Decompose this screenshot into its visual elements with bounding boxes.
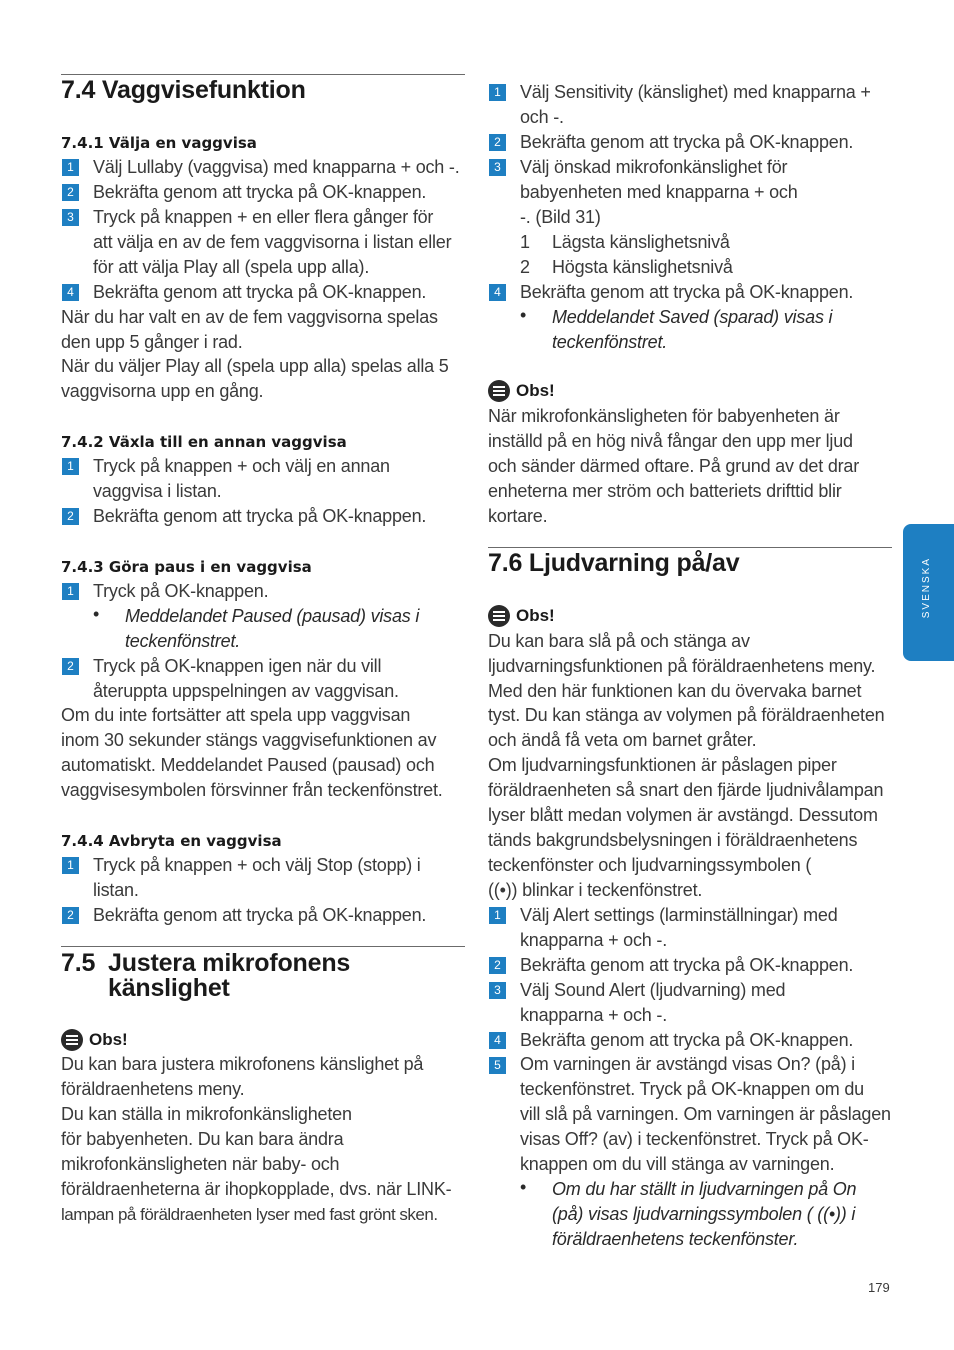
text-line: Tryck på knappen + och välj Stop (stopp) i — [93, 855, 421, 875]
text-line: föräldraenhetens meny. — [61, 1079, 245, 1099]
step-badge: 4 — [489, 284, 506, 301]
text-line: för att välja Play all (spela upp alla). — [93, 257, 370, 277]
text-line: kortare. — [488, 506, 548, 526]
step-badge: 4 — [62, 284, 79, 301]
text-line: föräldraenheterna är ihopkopplade, dvs. när LINK- — [61, 1179, 452, 1199]
heading-7-4-4: 7.4.4 Avbryta en vaggvisa — [61, 832, 282, 850]
text-line: Välj Sound Alert (ljudvarning) med — [520, 980, 786, 1000]
heading-7-5-cont: känslighet — [108, 974, 230, 1002]
text-line: teckenfönster och ljudvarningssymbolen ( — [488, 855, 812, 875]
text-line: Bekräfta genom att trycka på OK-knappen. — [520, 955, 854, 975]
step-badge: 2 — [62, 658, 79, 675]
bullet: • — [93, 604, 100, 624]
text-line: visas Off? (av) i teckenfönstret. Tryck på OK- — [520, 1129, 869, 1149]
text-line: -. (Bild 31) — [520, 207, 601, 227]
text-line: vill slå på varningen. Om varningen är påslagen — [520, 1104, 891, 1124]
text-line: Tryck på knappen + och välj en annan — [93, 456, 390, 476]
text-line: mikrofonkänsligheten när baby- och — [61, 1154, 340, 1174]
text-line: Lägsta känslighetsnivå — [552, 232, 730, 252]
step-badge: 1 — [62, 159, 79, 176]
rule-7-4 — [61, 74, 465, 75]
text-line: inom 30 sekunder stängs vaggvisefunktionen av — [61, 730, 437, 750]
text-line: Meddelandet Paused (pausad) visas i — [125, 606, 420, 626]
text-line: och sänder därmed oftare. På grund av det drar — [488, 456, 860, 476]
text-line: tyst. Du kan stänga av volymen på föräldraenheten — [488, 705, 885, 725]
text-line: vaggvisa i listan. — [93, 481, 222, 501]
text-line: inställd på en hög nivå fångar den upp mer ljud — [488, 431, 853, 451]
text-line: Om du har ställt in ljudvarningen på On — [552, 1179, 857, 1199]
text-line: teckenfönstret. — [552, 332, 668, 352]
heading-7-5: 7.5 Justera mikrofonens — [61, 949, 351, 977]
heading-7-4-3: 7.4.3 Göra paus i en vaggvisa — [61, 558, 312, 576]
note-icon — [61, 1029, 83, 1051]
step-badge: 2 — [62, 907, 79, 924]
text-line: tänds bakgrundsbelysningen i föräldraenhetens — [488, 830, 858, 850]
bullet: • — [520, 1177, 527, 1197]
text-line: vaggvisorna upp en gång. — [61, 381, 264, 401]
text-line: Bekräfta genom att trycka på OK-knappen. — [93, 905, 427, 925]
text-line: återuppta uppspelningen av vaggvisan. — [93, 681, 399, 701]
text-line: Högsta känslighetsnivå — [552, 257, 733, 277]
page-number: 179 — [868, 1280, 890, 1295]
step-badge: 3 — [489, 159, 506, 176]
text-line: (på) visas ljudvarningssymbolen ( ((•)) i — [552, 1204, 856, 1224]
text-line: Tryck på OK-knappen. — [93, 581, 269, 601]
text-line: När du har valt en av de fem vaggvisorna spelas — [61, 307, 438, 327]
list-number: 1 — [520, 232, 530, 252]
text-line: knapparna + och -. — [520, 1005, 668, 1025]
step-badge: 1 — [62, 583, 79, 600]
text-line: När du väljer Play all (spela upp alla) spelas alla 5 — [61, 356, 449, 376]
list-number: 2 — [520, 257, 530, 277]
step-badge: 2 — [62, 184, 79, 201]
text-line: och -. — [520, 107, 564, 127]
text-line: Bekräfta genom att trycka på OK-knappen. — [520, 132, 854, 152]
step-badge: 3 — [62, 209, 79, 226]
text-line: teckenfönstret. Tryck på OK-knappen om du — [520, 1079, 864, 1099]
text-line: Välj Alert settings (larminställningar) med — [520, 905, 838, 925]
step-badge: 5 — [489, 1057, 506, 1074]
text-line: Bekräfta genom att trycka på OK-knappen. — [520, 282, 854, 302]
text-line: Om varningen är avstängd visas On? (på) i — [520, 1054, 855, 1074]
text-line: Meddelandet Saved (sparad) visas i — [552, 307, 833, 327]
step-badge: 3 — [489, 982, 506, 999]
text-line: Tryck på OK-knappen igen när du vill — [93, 656, 382, 676]
text-line: föräldraenheten så snart den fjärde ljudnivålampan — [488, 780, 884, 800]
text-line: Välj Sensitivity (känslighet) med knapparna + — [520, 82, 871, 102]
text-line: Om ljudvarningsfunktionen är påslagen piper — [488, 755, 837, 775]
text-line: den upp 5 gånger i rad. — [61, 332, 243, 352]
step-badge: 4 — [489, 1032, 506, 1049]
text-line: Bekräfta genom att trycka på OK-knappen. — [93, 282, 427, 302]
note-heading: Obs! — [488, 605, 555, 627]
step-badge: 1 — [62, 857, 79, 874]
rule-7-5 — [61, 946, 465, 947]
text-line: Bekräfta genom att trycka på OK-knappen. — [520, 1030, 854, 1050]
heading-7-4: 7.4 Vaggvisefunktion — [61, 76, 306, 104]
text-line: och ändå få veta om barnet gråter. — [488, 730, 757, 750]
text-line: Bekräfta genom att trycka på OK-knappen. — [93, 182, 427, 202]
text-line: ((•)) blinkar i teckenfönstret. — [488, 880, 703, 900]
text-line: knapparna + och -. — [520, 930, 668, 950]
step-badge: 2 — [62, 508, 79, 525]
text-line: listan. — [93, 880, 139, 900]
text-line: Med den här funktionen kan du övervaka barnet — [488, 681, 862, 701]
note-heading: Obs! — [488, 380, 555, 402]
text-line: automatiskt. Meddelandet Paused (pausad) och — [61, 755, 435, 775]
text-line: för babyenheten. Du kan bara ändra — [61, 1129, 344, 1149]
bullet: • — [520, 305, 527, 325]
step-badge: 1 — [489, 907, 506, 924]
text-line: att välja en av de fem vaggvisorna i listan eller — [93, 232, 452, 252]
note-icon — [488, 605, 510, 627]
heading-7-4-1: 7.4.1 Välja en vaggvisa — [61, 134, 257, 152]
heading-7-6: 7.6 Ljudvarning på/av — [488, 549, 740, 577]
text-line: Välj önskad mikrofonkänslighet för — [520, 157, 788, 177]
text-line: teckenfönstret. — [125, 631, 241, 651]
text-line: Du kan bara slå på och stänga av — [488, 631, 750, 651]
text-line: babyenheten med knapparna + och — [520, 182, 798, 202]
text-line: enheterna mer ström och batteriets drifttid blir — [488, 481, 842, 501]
step-badge: 2 — [489, 957, 506, 974]
note-heading: Obs! — [61, 1029, 128, 1051]
step-badge: 1 — [489, 84, 506, 101]
text-line: ljudvarningsfunktionen på föräldraenhetens meny. — [488, 656, 876, 676]
text-line: lyser blått medan volymen är avstängd. Dessutom — [488, 805, 878, 825]
step-badge: 2 — [489, 134, 506, 151]
step-badge: 1 — [62, 458, 79, 475]
text-line: Du kan ställa in mikrofonkänsligheten — [61, 1104, 352, 1124]
text-line: När mikrofonkänsligheten för babyenheten är — [488, 406, 840, 426]
text-line: Du kan bara justera mikrofonens känslighet på — [61, 1054, 424, 1074]
text-line: Tryck på knappen + en eller flera gånger för — [93, 207, 434, 227]
rule-7-6 — [488, 547, 892, 548]
text-line: lampan på föräldraenheten lyser med fast grönt sken. — [61, 1205, 438, 1224]
text-line: knappen om du vill stänga av varningen. — [520, 1154, 835, 1174]
note-icon — [488, 380, 510, 402]
text-line: Om du inte fortsätter att spela upp vaggvisan — [61, 705, 411, 725]
text-line: Bekräfta genom att trycka på OK-knappen. — [93, 506, 427, 526]
text-line: föräldraenhetens teckenfönster. — [552, 1229, 799, 1249]
text-line: vaggvisesymbolen försvinner från teckenfönstret. — [61, 780, 443, 800]
language-tab: SVENSKA — [903, 524, 954, 661]
text-line: Välj Lullaby (vaggvisa) med knapparna + och -. — [93, 157, 460, 177]
heading-7-4-2: 7.4.2 Växla till en annan vaggvisa — [61, 433, 347, 451]
